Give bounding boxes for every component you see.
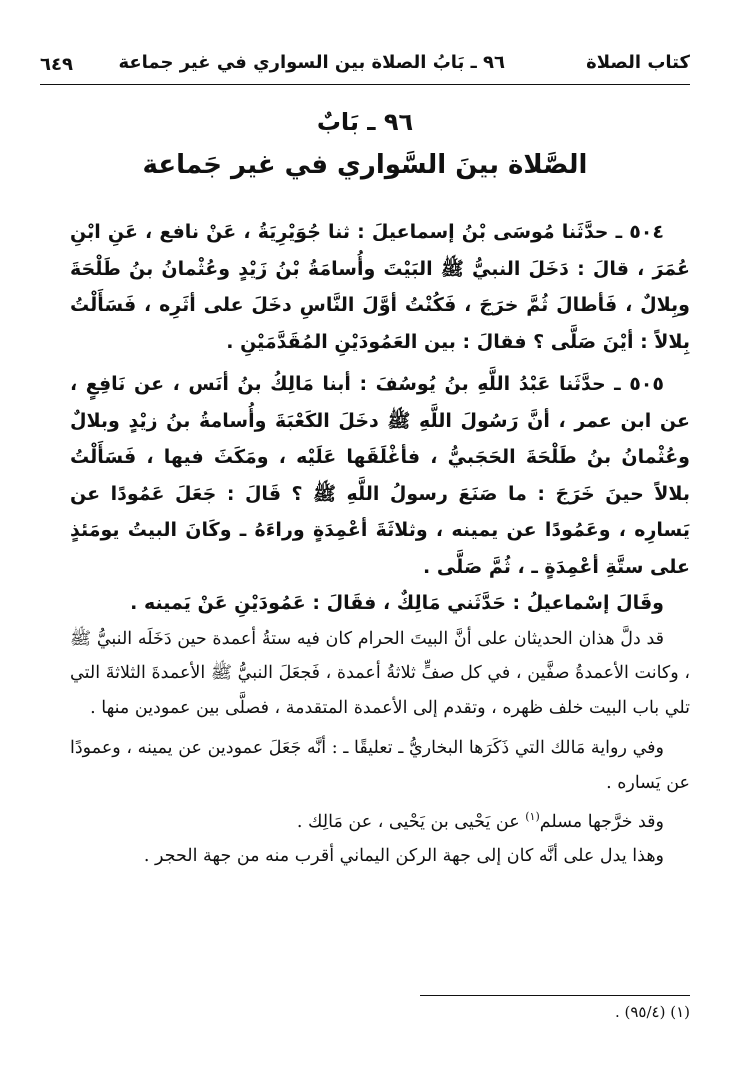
commentary-text: وقد خرَّجها مسلم [539,811,664,832]
commentary-paragraph: وفي رواية مَالك التي ذَكَرَها البخاريُّ ـ تعليقًا ـ : أنَّه جَعَلَ عمودين عن يمينه ، وعمودًا عن يَساره . [70,738,690,793]
header-divider [40,84,690,85]
commentary-paragraph: قد دلَّ هذان الحديثان على أنَّ البيتَ الحرام كان فيه ستةُ أعمدة حين دَخَلَه النبيُّ ﷺ ، وكانت الأعمدةُ صفَّين ، في كل صفٍّ ثلاثةُ أعمدة ، فَجعَلَ النبيُّ ﷺ الأعمدةَ الثلاثةَ التي تلي باب البيت خلف ظهره ، وتقدم إلى الأعمدة المتقدمة ، فصلَّى بين عمودين منها . [70,628,690,718]
running-header [40,48,690,82]
commentary-paragraph [70,800,690,839]
section-title: الصَّلاة بينَ السَّواري في غير جَماعة [142,150,588,180]
footnote-divider [420,995,690,996]
commentary-paragraph: وهذا يدل على أنَّه كان إلى جهة الركن اليماني أقرب منه من جهة الحجر . [143,846,664,867]
hadith-505: ٥٠٥ ـ حدَّثَنا عَبْدُ اللَّهِ بنُ يُوسُفَ : أبنا مَالِكُ بنُ أنَس ، عن نَافِعٍ ، عن ابن عمر ، أنَّ رَسُولَ اللَّهِ ﷺ دخَلَ الكَعْبَةَ وأُسامةُ بنُ زيْدٍ وبلالٌ وعُثْمانُ بنُ طَلْحَةَ الحَجَبيُّ ، فأغْلَقَها عَلَيْه ، ومَكَثَ فيها ، فَسَأَلْتُ بلالاً حينَ خَرَجَ : ما صَنَعَ رسولُ اللَّهِ ﷺ ؟ قَالَ : جَعَلَ عَمُودًا عن يَسارِه ، وعَمُودًا عن يمينه ، وثلاثَةَ أعْمِدَةٍ وراءَهُ ـ وكَانَ البيتُ يومَئذٍ على ستَّةِ أعْمِدَةٍ ـ ، ثُمَّ صَلَّى . [70,373,690,578]
chapter-title: ٩٦ ـ بَابُ الصلاة بين السواري في غير جماعة [118,52,505,73]
page-number: ٦٤٩ [40,54,73,75]
page-body [70,214,690,874]
commentary-text: عن يَحْيى بن يَحْيى ، عن مَالِك . [296,811,520,832]
section-number: ٩٦ ـ بَابٌ [316,108,414,136]
footnote: (١) (٩٥/٤) . [614,1003,690,1021]
hadith-ismail-note: وقَالَ إسْماعيلُ : حَدَّثَني مَالِكٌ ، فقَالَ : عَمُودَيْنِ عَنْ يَمينه . [130,592,664,614]
hadith-504: ٥٠٤ ـ حدَّثَنا مُوسَى بْنُ إسماعيلَ : ثنا جُوَيْرِيَةُ ، عَنْ نافع ، عَنِ ابْنِ عُمَرَ ، قالَ : دَخَلَ النبيُّ ﷺ البَيْتَ وأُسامَةُ بْنُ زَيْدٍ وعُثْمانُ بنُ طَلْحَةَ وبِلالٌ ، فَأطالَ ثُمَّ خرَجَ ، فَكُنْتُ أوَّلَ النَّاسِ دخَلَ على أثَرِه ، فَسَأَلْتُ بِلالاً : أيْنَ صَلَّى ؟ فقالَ : بين العَمُودَيْنِ المُقَدَّمَيْنِ . [70,221,690,353]
book-title: كتاب الصلاة [586,52,690,73]
footnote-marker: (١) [525,810,540,823]
